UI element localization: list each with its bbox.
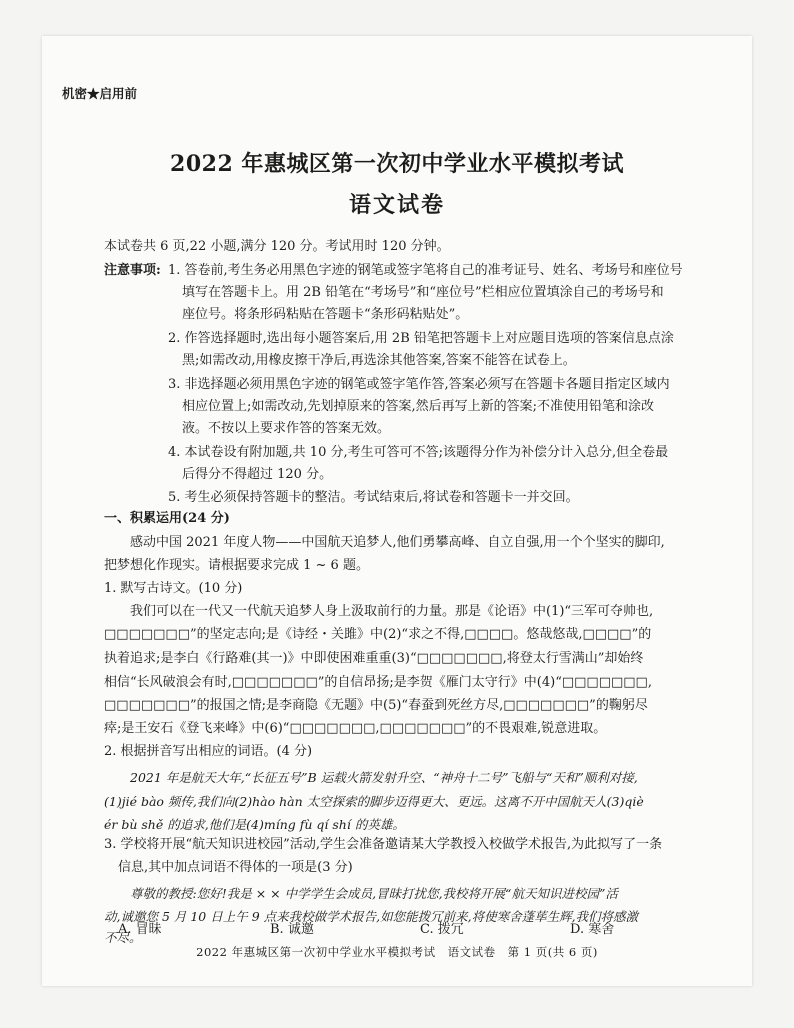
notes-line: 4. 本试卷设有附加题,共 10 分,考生可答可不答;该题得分作为补偿分计入总分,但全卷最 (168, 445, 669, 460)
q1-line: 执着追求;是李白《行路难(其一)》中即使困难重重(3)“□□□□□□□,将登太行雪满山”却始终 (104, 651, 644, 666)
q1-line: 瘁;是王安石《登飞来峰》中(6)“□□□□□□□,□□□□□□□”的不畏艰难,锐意进取。 (104, 721, 607, 736)
exam-title: 2022 年惠城区第一次初中学业水平模拟考试 (170, 151, 624, 177)
section-heading: 一、积累运用(24 分) (104, 511, 230, 526)
notes-line: 相应位置上;如需改动,先划掉原来的答案,然后再写上新的答案;不准使用铅笔和涂改 (182, 399, 655, 414)
question-2-title: 2. 根据拼音写出相应的词语。(4 分) (104, 744, 313, 759)
option-a: A. 冒昧 (118, 922, 162, 937)
exam-subtitle: 语文试卷 (348, 192, 445, 218)
notes-line: 1. 答卷前,考生务必用黑色字迹的钢笔或签字笔将自己的准考证号、姓名、考场号和座位号 (168, 263, 683, 278)
notes-line: 填写在答题卡上。用 2B 铅笔在“考场号”和“座位号”栏相应位置填涂自己的考场号和 (182, 285, 664, 300)
q3-message-line: 尊敬的教授:您好!我是 × × 中学学生会成员,冒昧打扰您,我校将开展“航天知识进校园”活 (130, 886, 618, 901)
option-c: C. 拨冗 (420, 922, 464, 937)
section-lead: 把梦想化作现实。请根据要求完成 1 ~ 6 题。 (104, 558, 369, 573)
notes-line: 3. 非选择题必须用黑色字迹的钢笔或签字笔作答,答案必须写在答题卡各题目指定区域内 (168, 377, 670, 392)
confidential-label: 机密★启用前 (62, 86, 138, 101)
option-d: D. 寒舍 (570, 922, 615, 937)
intro-text: 本试卷共 6 页,22 小题,满分 120 分。考试用时 120 分钟。 (104, 239, 450, 254)
notes-label: 注意事项: (104, 263, 161, 278)
q2-line: ér bù shě 的追求,他们是(4)míng fù qí shí 的英雄。 (104, 817, 405, 832)
section-lead: 感动中国 2021 年度人物——中国航天追梦人,他们勇攀高峰、自立自强,用一个个坚实的脚印, (130, 535, 665, 550)
q3-message-line: 不尽。 (104, 930, 142, 945)
question-3-title: 3. 学校将开展“航天知识进校园”活动,学生会准备邀请某大学教授入校做学术报告,为此拟写了一条 (104, 837, 663, 852)
notes-line: 液。不按以上要求作答的答案无效。 (182, 421, 391, 436)
q1-line: 相信“长风破浪会有时,□□□□□□□”的自信昂扬;是李贺《雁门太守行》中(4)“□□□□□□□, (104, 675, 652, 690)
page-footer: 2022 年惠城区第一次初中学业水平模拟考试 语文试卷 第 1 页(共 6 页) (196, 945, 598, 959)
option-b: B. 诚邀 (270, 922, 314, 937)
q2-line: (1)jié bào 频传,我们向(2)hào hàn 太空探索的脚步迈得更大、更远。这离不开中国航天人(3)qiè (104, 794, 644, 809)
notes-line: 后得分不得超过 120 分。 (182, 467, 333, 482)
q1-line: 我们可以在一代又一代航天追梦人身上汲取前行的力量。那是《论语》中(1)“三军可夺帅也, (130, 604, 654, 619)
notes-line: 5. 考生必须保持答题卡的整洁。考试结束后,将试卷和答题卡一并交回。 (168, 490, 579, 505)
notes-line: 2. 作答选择题时,选出每小题答案后,用 2B 铅笔把答题卡上对应题目选项的答案信息点涂 (168, 331, 674, 346)
notes-line: 座位号。将条形码粘贴在答题卡“条形码粘贴处”。 (182, 307, 469, 322)
notes-line: 黑;如需改动,用橡皮擦干净后,再选涂其他答案,答案不能答在试卷上。 (182, 353, 576, 368)
q1-line: □□□□□□□”的坚定志向;是《诗经・关雎》中(2)“求之不得,□□□□。悠哉悠哉,□□□□”的 (104, 627, 652, 642)
q2-line: 2021 年是航天大年,“长征五号”B 运载火箭发射升空、“神舟十二号”飞船与“天和”顺利对接, (130, 770, 638, 785)
q3-message-line: 动,诚邀您 5 月 10 日上午 9 点来我校做学术报告,如您能拨冗前来,将使寒舍蓬荜生辉,我们将感激 (104, 909, 639, 924)
question-1-title: 1. 默写古诗文。(10 分) (104, 581, 243, 596)
question-3-title: 信息,其中加点词语不得体的一项是(3 分) (118, 860, 353, 875)
q1-line: □□□□□□□”的报国之情;是李商隐《无题》中(5)“春蚕到死丝方尽,□□□□□□□”的鞠躬尽 (104, 698, 648, 713)
